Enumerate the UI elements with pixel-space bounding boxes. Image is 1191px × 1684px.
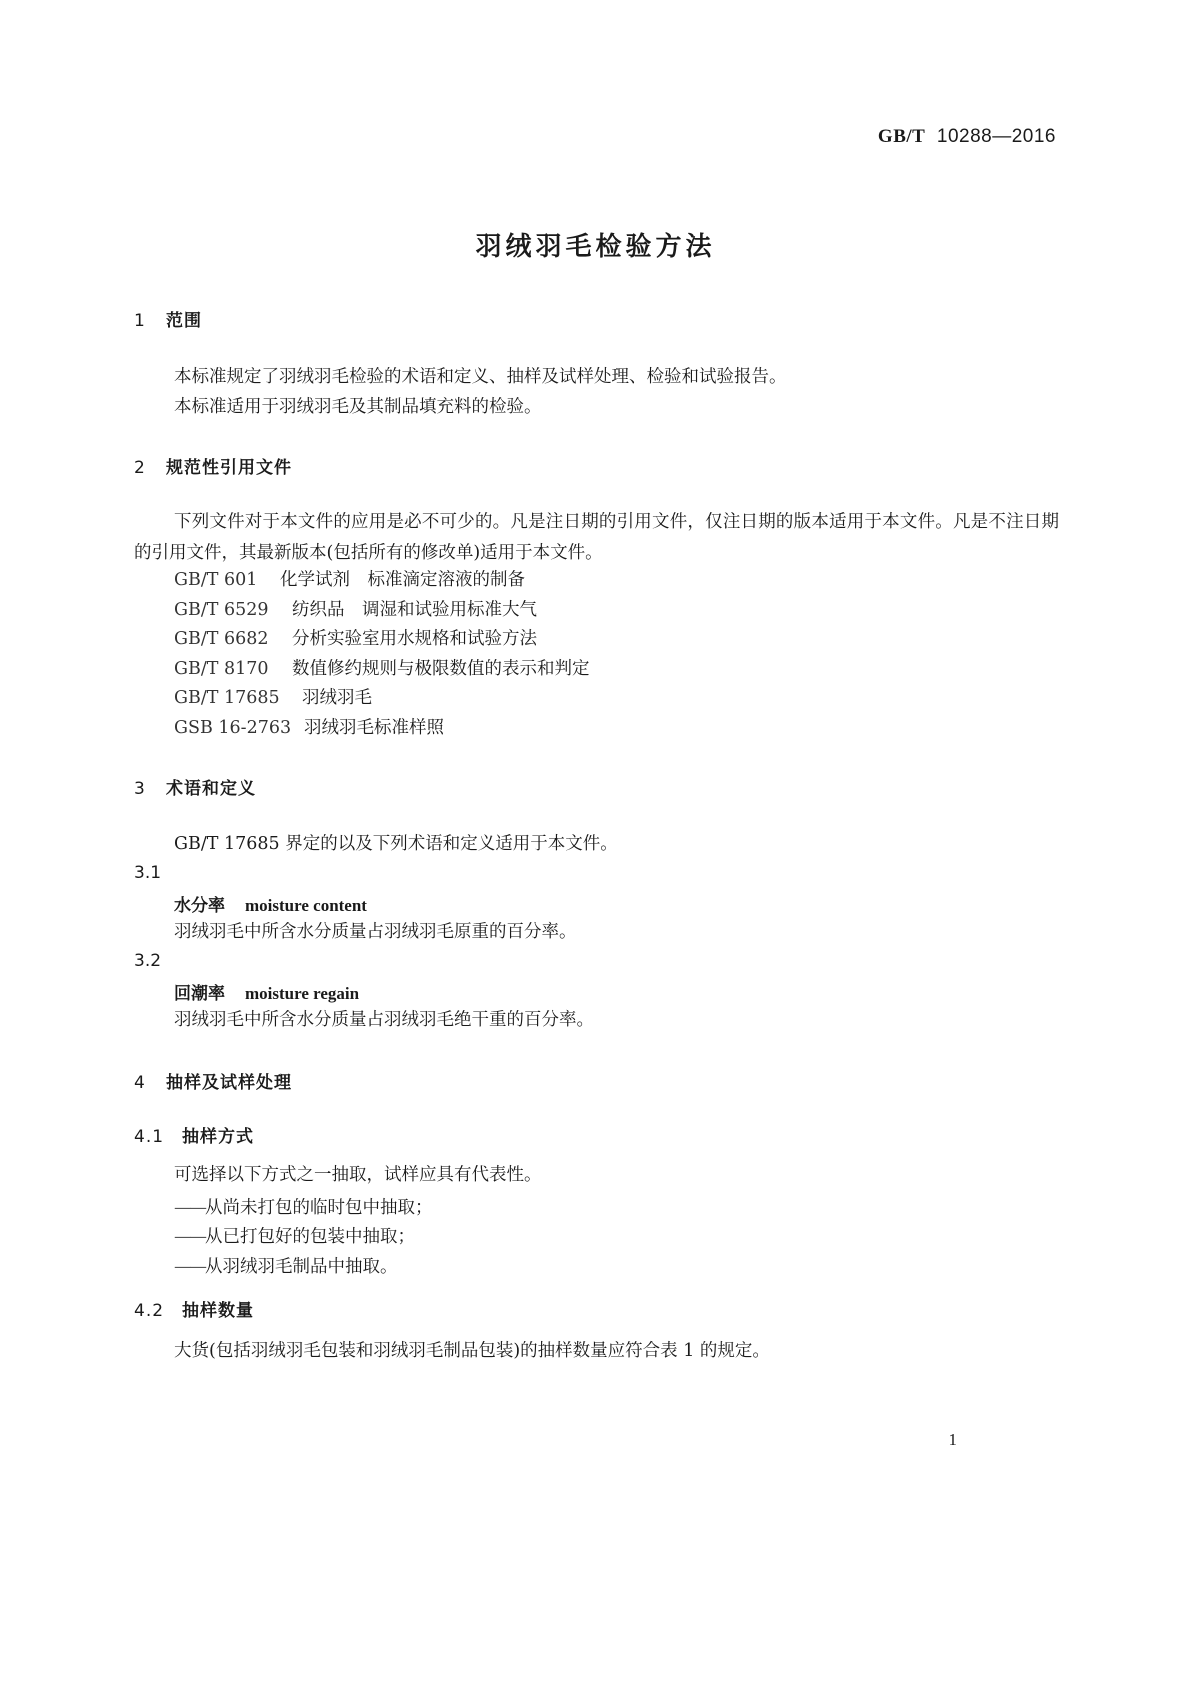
paragraph: 可选择以下方式之一抽取，试样应具有代表性。: [174, 1165, 542, 1185]
paragraph: 本标准规定了羽绒羽毛检验的术语和定义、抽样及试样处理、检验和试验报告。: [174, 367, 787, 387]
term-entry: 回潮率 moisture regain: [174, 984, 360, 1004]
section-heading-2: 2 规范性引用文件: [134, 458, 292, 478]
subsection-heading-4-1: 4.1 抽样方式: [134, 1127, 254, 1147]
paragraph: 本标准适用于羽绒羽毛及其制品填充料的检验。: [174, 397, 542, 417]
list-item: ——从羽绒羽毛制品中抽取。: [174, 1257, 398, 1277]
section-heading-3: 3 术语和定义: [134, 779, 256, 799]
normative-reference: GB/T 6682 分析实验室用水规格和试验方法: [174, 629, 537, 649]
subsection-heading-4-2: 4.2 抽样数量: [134, 1301, 254, 1321]
list-item: ——从尚未打包的临时包中抽取；: [174, 1198, 433, 1218]
clause-number: 3.1: [134, 863, 162, 883]
normative-reference: GB/T 8170 数值修约规则与极限数值的表示和判定: [174, 659, 590, 679]
normative-reference: GB/T 6529 纺织品 调湿和试验用标准大气: [174, 600, 537, 620]
paragraph: 下列文件对于本文件的应用是必不可少的。凡是注日期的引用文件，仅注日期的版本适用于本文件。凡是不注日期的引用文件，其最新版本(包括所有的修改单)适用于本文件。: [134, 512, 1059, 563]
document-title: 羽绒羽毛检验方法: [475, 232, 716, 262]
term-definition: 羽绒羽毛中所含水分质量占羽绒羽毛绝干重的百分率。: [174, 1010, 594, 1030]
standard-number: GB/T 10288—2016: [877, 126, 1056, 147]
paragraph: GB/T 17685 界定的以及下列术语和定义适用于本文件。: [174, 834, 618, 854]
normative-reference: GB/T 17685 羽绒羽毛: [174, 688, 372, 708]
section-heading-4: 4 抽样及试样处理: [134, 1073, 292, 1093]
clause-number: 3.2: [134, 951, 162, 971]
normative-reference: GB/T 601 化学试剂 标准滴定溶液的制备: [174, 570, 525, 590]
paragraph: 大货(包括羽绒羽毛包装和羽绒羽毛制品包装)的抽样数量应符合表 1 的规定。: [174, 1341, 770, 1361]
list-item: ——从已打包好的包装中抽取；: [174, 1227, 415, 1247]
term-definition: 羽绒羽毛中所含水分质量占羽绒羽毛原重的百分率。: [174, 922, 577, 942]
term-entry: 水分率 moisture content: [174, 896, 367, 916]
page-number: 1: [948, 1430, 957, 1449]
normative-reference: GSB 16-2763 羽绒羽毛标准样照: [174, 718, 444, 738]
section-heading-1: 1 范围: [134, 311, 202, 331]
